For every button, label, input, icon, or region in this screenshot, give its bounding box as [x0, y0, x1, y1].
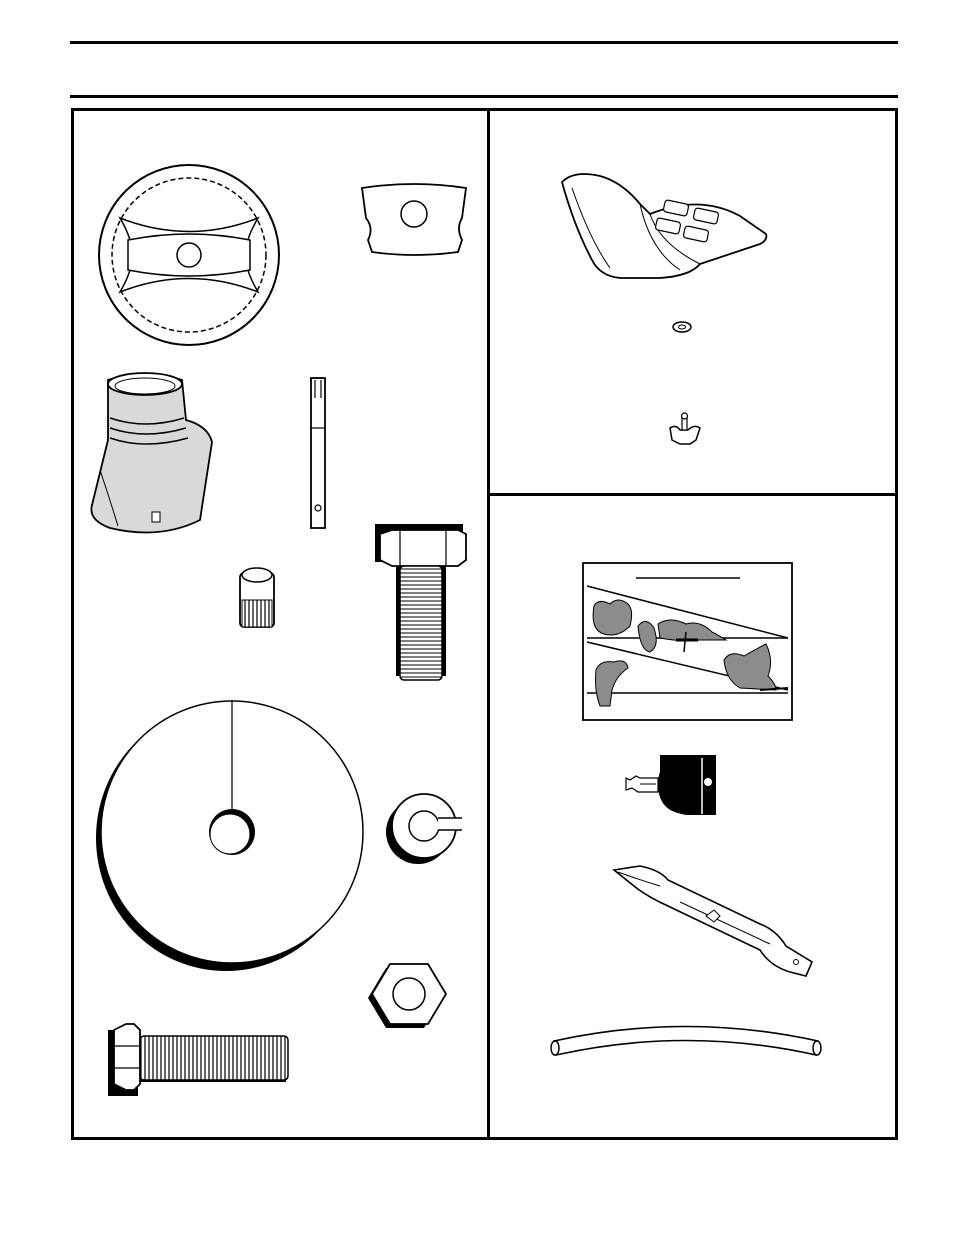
- seat-washer-icon: [673, 322, 691, 332]
- hex-bolt-large-icon: [375, 524, 466, 680]
- steering-shaft-extension-icon: [311, 378, 325, 528]
- hex-bolt-long-icon: [108, 1024, 288, 1096]
- seat-icon: [562, 174, 766, 278]
- large-flat-washer-icon: [96, 701, 363, 971]
- steering-adapter-plate-icon: [362, 184, 466, 255]
- slope-guide-icon: [583, 563, 792, 720]
- steering-column-boot-icon: [91, 373, 212, 533]
- steering-wheel-insert-icon: [240, 568, 274, 627]
- hex-nut-icon: [368, 964, 446, 1028]
- hose-icon: [551, 1027, 821, 1056]
- ignition-key-icon: [626, 755, 716, 815]
- steering-wheel-icon: [99, 165, 279, 345]
- mower-blade-icon: [614, 866, 812, 976]
- seat-wing-knob-icon: [670, 413, 700, 444]
- lock-washer-icon: [386, 794, 466, 864]
